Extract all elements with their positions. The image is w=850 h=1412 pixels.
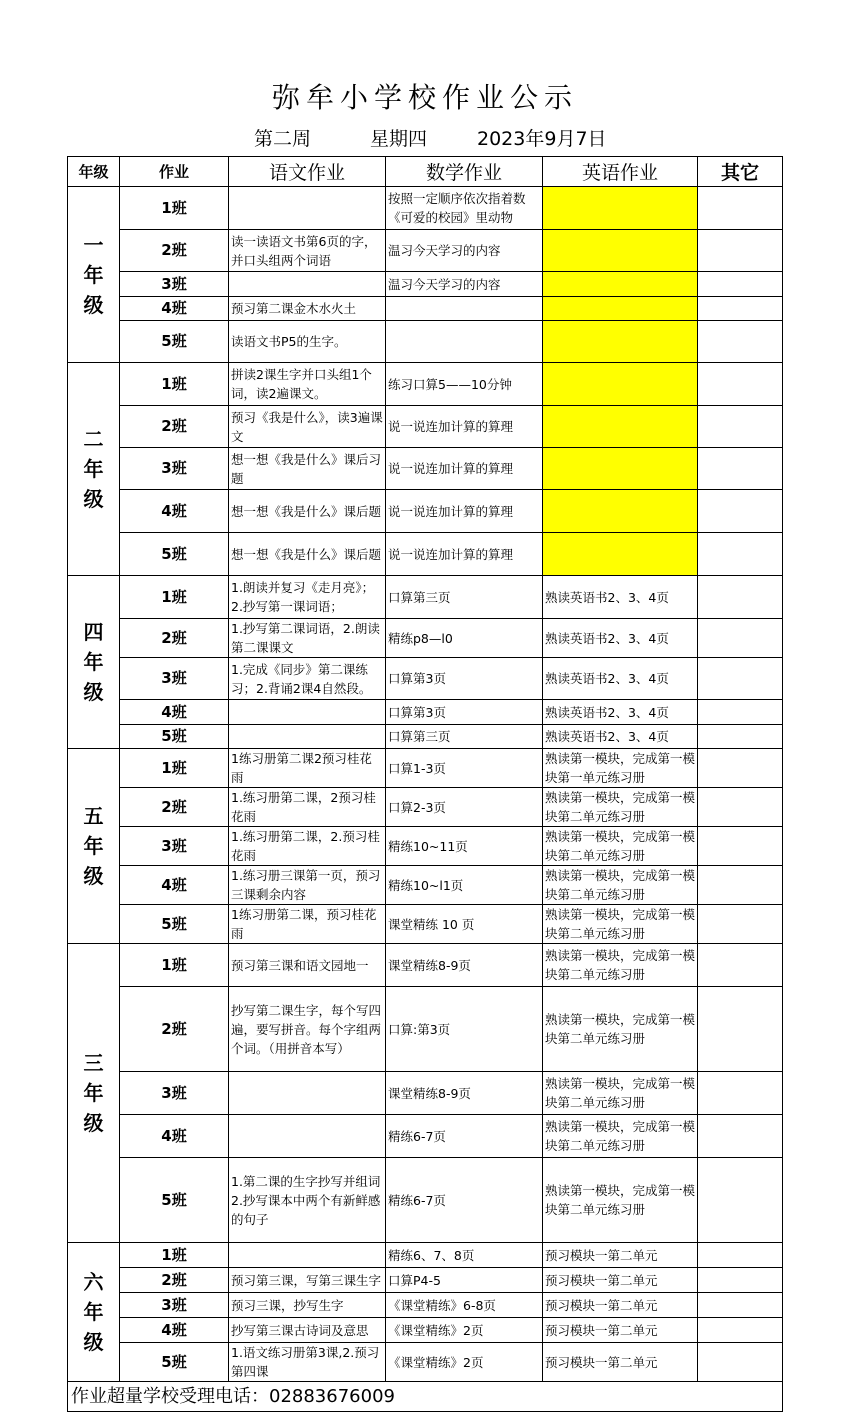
grade-1-label (68, 187, 120, 363)
table-row (68, 363, 783, 406)
other-homework-cell (698, 448, 783, 490)
table-row (68, 448, 783, 490)
table-row (68, 576, 783, 619)
math-homework-cell: 课堂精练8-9页 (386, 944, 543, 987)
table-row (68, 297, 783, 321)
class-cell: 1班 (120, 187, 229, 230)
grade-name: 一年级 (83, 232, 104, 317)
class-cell: 2班 (120, 619, 229, 658)
table-row (68, 619, 783, 658)
class-cell: 5班 (120, 321, 229, 363)
chinese-homework-cell (229, 272, 386, 297)
class-cell: 1班 (120, 576, 229, 619)
table-row (68, 1115, 783, 1158)
grade-4-label (68, 576, 120, 749)
math-homework-cell: 精练10~11页 (386, 827, 543, 866)
chinese-homework-cell: 抄写第三课古诗词及意思 (229, 1318, 386, 1343)
english-homework-cell: 熟读英语书2、3、4页 (543, 619, 698, 658)
math-homework-cell: 精练6-7页 (386, 1115, 543, 1158)
header-math: 数学作业 (386, 157, 543, 187)
english-homework-cell: 预习模块一第二单元 (543, 1268, 698, 1293)
math-homework-cell: 《课堂精练》2页 (386, 1318, 543, 1343)
english-homework-cell: 熟读第一模块，完成第一模块第二单元练习册 (543, 1115, 698, 1158)
english-homework-cell: 熟读第一模块，完成第一模块第二单元练习册 (543, 788, 698, 827)
class-cell: 3班 (120, 1072, 229, 1115)
grade-3-label (68, 944, 120, 1243)
english-homework-cell (543, 187, 698, 230)
chinese-homework-cell: 预习第三课，写第三课生字 (229, 1268, 386, 1293)
math-homework-cell: 精练6-7页 (386, 1158, 543, 1243)
chinese-homework-cell: 1练习册第二课2预习桂花雨 (229, 749, 386, 788)
table-row (68, 905, 783, 944)
homework-table (67, 156, 783, 1412)
math-homework-cell (386, 321, 543, 363)
complaint-phone: 作业超量学校受理电话：02883676009 (68, 1382, 783, 1412)
chinese-homework-cell: 1.练习册第二课，2预习桂花雨 (229, 788, 386, 827)
class-cell: 2班 (120, 230, 229, 272)
chinese-homework-cell: 预习三课，抄写生字 (229, 1293, 386, 1318)
math-homework-cell: 说一说连加计算的算理 (386, 533, 543, 576)
english-homework-cell: 熟读第一模块，完成第一模块第二单元练习册 (543, 987, 698, 1072)
other-homework-cell (698, 1268, 783, 1293)
chinese-homework-cell: 预习第三课和语文园地一 (229, 944, 386, 987)
other-homework-cell (698, 987, 783, 1072)
other-homework-cell (698, 905, 783, 944)
math-homework-cell: 口算第三页 (386, 576, 543, 619)
chinese-homework-cell: 1.完成《同步》第二课练习；2.背诵2课4自然段。 (229, 658, 386, 700)
math-homework-cell: 精练6、7、8页 (386, 1243, 543, 1268)
class-cell: 4班 (120, 1318, 229, 1343)
class-cell: 3班 (120, 827, 229, 866)
chinese-homework-cell: 预习第二课金木水火土 (229, 297, 386, 321)
class-cell: 2班 (120, 788, 229, 827)
chinese-homework-cell (229, 187, 386, 230)
other-homework-cell (698, 230, 783, 272)
english-homework-cell: 熟读第一模块，完成第一模块第二单元练习册 (543, 1158, 698, 1243)
table-row (68, 1293, 783, 1318)
math-homework-cell: 温习今天学习的内容 (386, 230, 543, 272)
class-cell: 5班 (120, 1158, 229, 1243)
other-homework-cell (698, 406, 783, 448)
math-homework-cell: 课堂精练8-9页 (386, 1072, 543, 1115)
other-homework-cell (698, 788, 783, 827)
class-cell: 2班 (120, 406, 229, 448)
chinese-homework-cell (229, 1115, 386, 1158)
table-row (68, 1158, 783, 1243)
english-homework-cell (543, 297, 698, 321)
english-homework-cell (543, 490, 698, 533)
english-homework-cell: 熟读第一模块，完成第一模块第二单元练习册 (543, 866, 698, 905)
week-label: 第二周 (254, 128, 312, 150)
math-homework-cell: 口算第三页 (386, 725, 543, 749)
other-homework-cell (698, 1343, 783, 1382)
chinese-homework-cell: 想一想《我是什么》课后习题 (229, 448, 386, 490)
table-row (68, 749, 783, 788)
chinese-homework-cell: 抄写第二课生字，每个写四遍，要写拼音。每个字组两个词。（用拼音本写） (229, 987, 386, 1072)
header-chinese: 语文作业 (229, 157, 386, 187)
header-grade: 年级 (68, 157, 120, 187)
other-homework-cell (698, 1243, 783, 1268)
math-homework-cell: 口算2-3页 (386, 788, 543, 827)
other-homework-cell (698, 1293, 783, 1318)
chinese-homework-cell (229, 1243, 386, 1268)
chinese-homework-cell: 预习《我是什么》，读3遍课文 (229, 406, 386, 448)
table-row (68, 725, 783, 749)
table-body (68, 187, 783, 1382)
english-homework-cell: 预习模块一第二单元 (543, 1318, 698, 1343)
english-homework-cell: 熟读英语书2、3、4页 (543, 576, 698, 619)
table-row (68, 1243, 783, 1268)
chinese-homework-cell: 想一想《我是什么》课后题 (229, 533, 386, 576)
math-homework-cell: 口算:第3页 (386, 987, 543, 1072)
english-homework-cell: 预习模块一第二单元 (543, 1243, 698, 1268)
table-row (68, 944, 783, 987)
class-cell: 4班 (120, 490, 229, 533)
table-row (68, 866, 783, 905)
class-cell: 3班 (120, 448, 229, 490)
other-homework-cell (698, 658, 783, 700)
english-homework-cell: 熟读第一模块，完成第一模块第二单元练习册 (543, 827, 698, 866)
chinese-homework-cell: 1.抄写第二课词语，2.朗读第二课课文 (229, 619, 386, 658)
grade-name: 五年级 (83, 804, 104, 888)
other-homework-cell (698, 272, 783, 297)
class-cell: 2班 (120, 1268, 229, 1293)
chinese-homework-cell: 1.练习册第二课，2.预习桂花雨 (229, 827, 386, 866)
other-homework-cell (698, 187, 783, 230)
math-homework-cell: 精练p8—l0 (386, 619, 543, 658)
other-homework-cell (698, 1072, 783, 1115)
chinese-homework-cell: 1练习册第二课，预习桂花雨 (229, 905, 386, 944)
class-cell: 2班 (120, 987, 229, 1072)
class-cell: 1班 (120, 1243, 229, 1268)
footer-row (68, 1382, 783, 1412)
class-cell: 4班 (120, 700, 229, 725)
math-homework-cell: 说一说连加计算的算理 (386, 490, 543, 533)
grade-name: 六年级 (83, 1270, 104, 1354)
other-homework-cell (698, 749, 783, 788)
table-row (68, 533, 783, 576)
other-homework-cell (698, 700, 783, 725)
chinese-homework-cell (229, 1072, 386, 1115)
chinese-homework-cell (229, 700, 386, 725)
other-homework-cell (698, 297, 783, 321)
math-homework-cell: 《课堂精练》2页 (386, 1343, 543, 1382)
math-homework-cell: 口算1-3页 (386, 749, 543, 788)
table-row (68, 788, 783, 827)
chinese-homework-cell: 1.朗读并复习《走月亮》；2.抄写第一课词语； (229, 576, 386, 619)
other-homework-cell (698, 619, 783, 658)
math-homework-cell: 口算第3页 (386, 658, 543, 700)
english-homework-cell: 熟读英语书2、3、4页 (543, 725, 698, 749)
grade-5-label (68, 749, 120, 944)
class-cell: 4班 (120, 1115, 229, 1158)
english-homework-cell (543, 272, 698, 297)
english-homework-cell: 预习模块一第二单元 (543, 1343, 698, 1382)
grade-name: 四年级 (83, 620, 104, 704)
chinese-homework-cell: 想一想《我是什么》课后题 (229, 490, 386, 533)
weekday-label: 星期四 (370, 128, 428, 150)
date-label: 2023年9月7日 (477, 128, 607, 150)
grade-2-label (68, 363, 120, 576)
english-homework-cell (543, 230, 698, 272)
table-row (68, 1318, 783, 1343)
english-homework-cell (543, 363, 698, 406)
other-homework-cell (698, 725, 783, 749)
other-homework-cell (698, 1318, 783, 1343)
english-homework-cell: 熟读英语书2、3、4页 (543, 700, 698, 725)
english-homework-cell (543, 533, 698, 576)
table-row (68, 272, 783, 297)
math-homework-cell: 口算P4-5 (386, 1268, 543, 1293)
chinese-homework-cell: 拼读2课生字并口头组1个词，读2遍课文。 (229, 363, 386, 406)
class-cell: 5班 (120, 905, 229, 944)
other-homework-cell (698, 490, 783, 533)
grade-name: 三年级 (83, 1051, 104, 1135)
math-homework-cell: 《课堂精练》6-8页 (386, 1293, 543, 1318)
chinese-homework-cell: 1.第二课的生字抄写并组词 2.抄写课本中两个有新鲜感的句子 (229, 1158, 386, 1243)
table-row (68, 230, 783, 272)
other-homework-cell (698, 944, 783, 987)
class-cell: 1班 (120, 944, 229, 987)
math-homework-cell: 练习口算5——10分钟 (386, 363, 543, 406)
header-class: 作业 (120, 157, 229, 187)
table-row (68, 827, 783, 866)
english-homework-cell: 熟读第一模块，完成第一模块第二单元练习册 (543, 1072, 698, 1115)
english-homework-cell: 熟读第一模块，完成第一模块第二单元练习册 (543, 905, 698, 944)
math-homework-cell: 口算第3页 (386, 700, 543, 725)
class-cell: 4班 (120, 866, 229, 905)
table-row (68, 1072, 783, 1115)
grade-name: 二年级 (83, 427, 104, 511)
header-english: 英语作业 (543, 157, 698, 187)
class-cell: 5班 (120, 725, 229, 749)
table-row (68, 1343, 783, 1382)
other-homework-cell (698, 1115, 783, 1158)
english-homework-cell: 预习模块一第二单元 (543, 1293, 698, 1318)
chinese-homework-cell (229, 725, 386, 749)
class-cell: 3班 (120, 272, 229, 297)
other-homework-cell (698, 533, 783, 576)
class-cell: 4班 (120, 297, 229, 321)
header-row (68, 157, 783, 187)
math-homework-cell: 说一说连加计算的算理 (386, 406, 543, 448)
class-cell: 1班 (120, 363, 229, 406)
math-homework-cell: 精练10~l1页 (386, 866, 543, 905)
other-homework-cell (698, 576, 783, 619)
table-row (68, 987, 783, 1072)
table-row (68, 321, 783, 363)
other-homework-cell (698, 363, 783, 406)
math-homework-cell: 温习今天学习的内容 (386, 272, 543, 297)
grade-6-label (68, 1243, 120, 1382)
english-homework-cell (543, 406, 698, 448)
class-cell: 3班 (120, 658, 229, 700)
other-homework-cell (698, 866, 783, 905)
english-homework-cell (543, 321, 698, 363)
class-cell: 5班 (120, 1343, 229, 1382)
table-row (68, 406, 783, 448)
other-homework-cell (698, 1158, 783, 1243)
english-homework-cell: 熟读第一模块，完成第一模块第一单元练习册 (543, 749, 698, 788)
other-homework-cell (698, 827, 783, 866)
header-other: 其它 (698, 157, 783, 187)
chinese-homework-cell: 读一读语文书第6页的字，并口头组两个词语 (229, 230, 386, 272)
english-homework-cell (543, 448, 698, 490)
math-homework-cell: 按照一定顺序依次指着数《可爱的校园》里动物 (386, 187, 543, 230)
math-homework-cell: 课堂精练 10 页 (386, 905, 543, 944)
page-title: 弥牟小学校作业公示 (271, 81, 578, 114)
table-row (68, 490, 783, 533)
english-homework-cell: 熟读英语书2、3、4页 (543, 658, 698, 700)
chinese-homework-cell: 1.语文练习册第3课,2.预习第四课 (229, 1343, 386, 1382)
table-row (68, 187, 783, 230)
table-row (68, 700, 783, 725)
chinese-homework-cell: 读语文书P5的生字。 (229, 321, 386, 363)
table-row (68, 1268, 783, 1293)
table-row (68, 658, 783, 700)
chinese-homework-cell: 1.练习册三课第一页，预习三课剩余内容 (229, 866, 386, 905)
math-homework-cell (386, 297, 543, 321)
english-homework-cell: 熟读第一模块，完成第一模块第二单元练习册 (543, 944, 698, 987)
other-homework-cell (698, 321, 783, 363)
class-cell: 1班 (120, 749, 229, 788)
class-cell: 5班 (120, 533, 229, 576)
class-cell: 3班 (120, 1293, 229, 1318)
math-homework-cell: 说一说连加计算的算理 (386, 448, 543, 490)
